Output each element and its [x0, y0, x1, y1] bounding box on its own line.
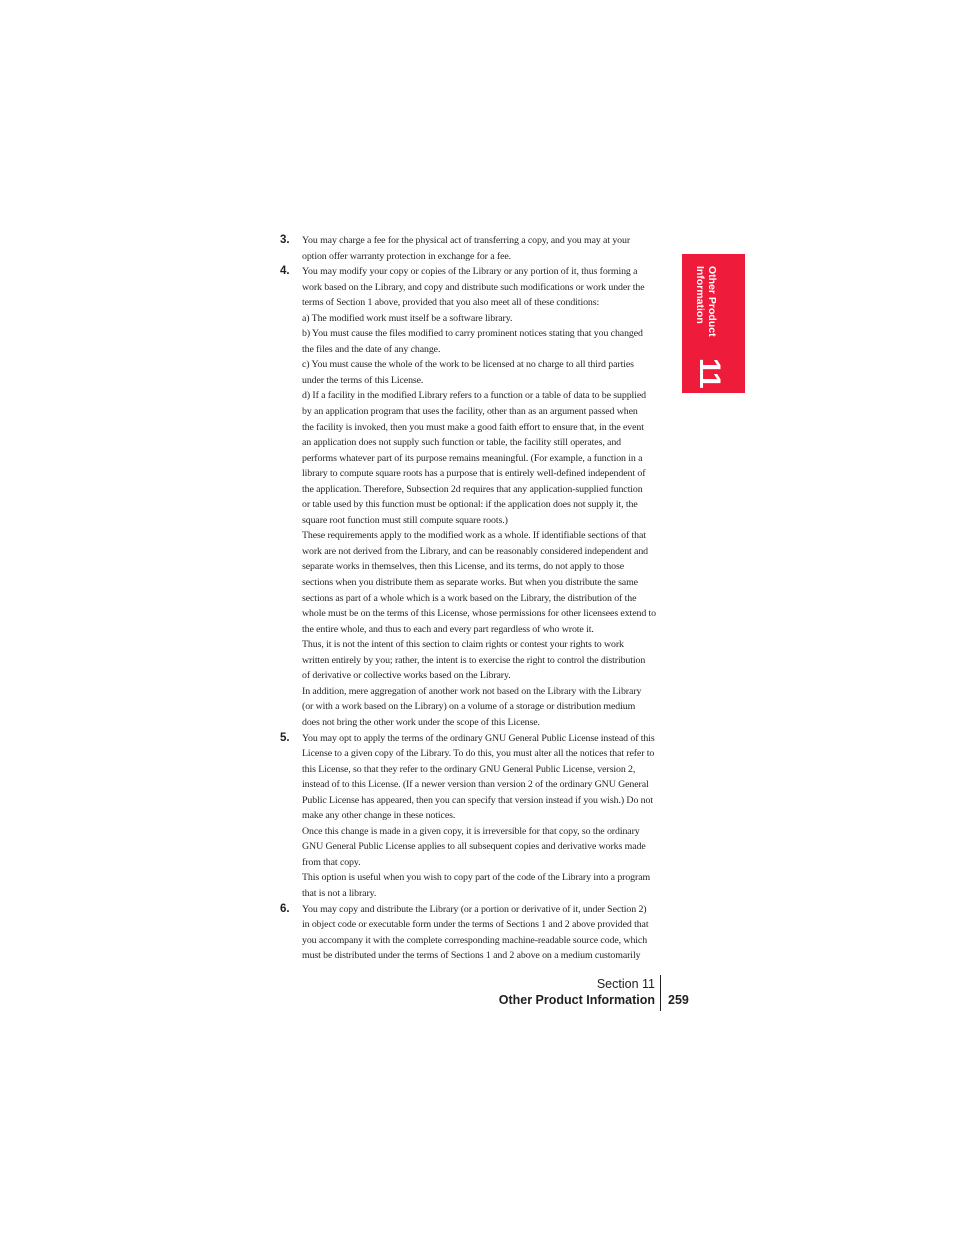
text-line: by an application program that uses the facility, other than as an argument passed when: [302, 406, 638, 418]
text-line: You may modify your copy or copies of the Library or any portion of it, thus forming a: [302, 266, 638, 278]
text-line: in object code or executable form under the terms of Sections 1 and 2 above provided that: [302, 919, 649, 931]
text-line: terms of Section 1 above, provided that you also meet all of these conditions:: [302, 297, 600, 309]
text-line: you accompany it with the complete corresponding machine-readable source code, which: [302, 934, 648, 946]
text-line: work based on the Library, and copy and distribute such modifications or work under the: [302, 281, 645, 293]
text-line: library to compute square roots has a purpose that is entirely well-defined independent of: [302, 468, 646, 480]
text-line: You may opt to apply the terms of the ordinary GNU General Public License instead of this: [302, 732, 655, 744]
text-line: an application does not supply such function or table, the facility still operates, and: [302, 437, 622, 449]
chapter-tab-label: [694, 266, 717, 356]
footer-divider: [660, 975, 661, 1011]
license-section: [280, 731, 660, 902]
text-line: License to a given copy of the Library. To do this, you must alter all the notices that refer to: [302, 748, 655, 760]
chapter-tab-label-line: Information: [694, 266, 707, 324]
text-line: square root function must still compute square roots.): [302, 514, 508, 526]
chapter-tab-number: 11: [693, 358, 726, 388]
section-number: 3.: [280, 234, 290, 246]
section-number: 6.: [280, 902, 290, 915]
text-line: You may charge a fee for the physical act of transferring a copy, and you may at your: [302, 235, 631, 246]
text-line: the application. Therefore, Subsection 2d requires that any application-supplied function: [302, 483, 643, 495]
text-line: These requirements apply to the modified work as a whole. If identifiable sections of that: [302, 530, 646, 542]
text-line: whole must be on the terms of this License, whose permissions for other licensees extend to: [302, 608, 656, 620]
license-section: [280, 902, 660, 964]
text-line: or table used by this function must be optional: if the application does not supply it, the: [302, 499, 638, 511]
text-line: must be distributed under the terms of Sections 1 and 2 above on a medium customarily: [302, 950, 641, 962]
page-number: 259: [668, 993, 689, 1007]
text-line: This option is useful when you wish to copy part of the code of the Library into a program: [302, 872, 651, 884]
text-line: does not bring the other work under the scope of this License.: [302, 716, 540, 728]
section-number: 4.: [280, 265, 290, 278]
text-line: work are not derived from the Library, and can be reasonably considered independent and: [302, 545, 649, 557]
section-number: 5.: [280, 731, 290, 744]
text-line: a) The modified work must itself be a software library.: [302, 312, 513, 324]
license-section: [280, 264, 660, 730]
text-line: Once this change is made in a given copy, it is irreversible for that copy, so the ordinary: [302, 825, 640, 837]
text-line: In addition, mere aggregation of another work not based on the Library with the Library: [302, 685, 642, 697]
text-line: d) If a facility in the modified Library refers to a function or a table of data to be supplied: [302, 390, 646, 402]
text-line: the facility is invoked, then you must make a good faith effort to ensure that, in the event: [302, 421, 644, 433]
chapter-tab: [682, 254, 745, 393]
footer-chapter-title: Other Product Information: [498, 993, 655, 1007]
text-line: under the terms of this License.: [302, 374, 424, 386]
text-line: You may copy and distribute the Library (or a portion or derivative of it, under Section 2): [302, 903, 647, 915]
text-line: Thus, it is not the intent of this section to claim rights or contest your rights to work: [302, 639, 624, 651]
text-line: c) You must cause the whole of the work to be licensed at no charge to all third parties: [302, 359, 634, 371]
text-line: separate works in themselves, then this License, and its terms, do not apply to those: [302, 561, 624, 573]
text-line: that is not a library.: [302, 887, 377, 899]
text-line: this License, so that they refer to the ordinary GNU General Public License, version 2,: [302, 763, 636, 775]
text-line: from that copy.: [302, 856, 361, 868]
text-line: GNU General Public License applies to all subsequent copies and derivative works made: [302, 841, 646, 853]
license-section: [280, 233, 660, 264]
text-line: (or with a work based on the Library) on a volume of a storage or distribution medium: [302, 701, 636, 713]
text-line: Public License has appeared, then you can specify that version instead if you wish.) Do not: [302, 794, 653, 806]
text-line: sections as part of a whole which is a work based on the Library, the distribution of the: [302, 592, 637, 604]
footer-section-label: Section 11: [596, 977, 655, 991]
text-line: make any other change in these notices.: [302, 810, 456, 822]
text-line: the entire whole, and thus to each and every part regardless of who wrote it.: [302, 623, 594, 635]
license-text: [280, 233, 660, 964]
text-line: b) You must cause the files modified to carry prominent notices stating that you changed: [302, 328, 643, 340]
text-line: performs whatever part of its purpose remains meaningful. (For example, a function in a: [302, 452, 643, 464]
text-line: option offer warranty protection in exchange for a fee.: [302, 250, 512, 262]
text-line: the files and the date of any change.: [302, 343, 441, 355]
text-line: instead of to this License. (If a newer version than version 2 of the ordinary GNU General: [302, 779, 649, 791]
text-line: of derivative or collective works based on the Library.: [302, 670, 511, 682]
text-line: written entirely by you; rather, the intent is to exercise the right to control the distribution: [302, 654, 646, 666]
chapter-tab-label-line: Other Product: [706, 266, 718, 337]
text-line: sections when you distribute them as separate works. But when you distribute the same: [302, 577, 638, 589]
